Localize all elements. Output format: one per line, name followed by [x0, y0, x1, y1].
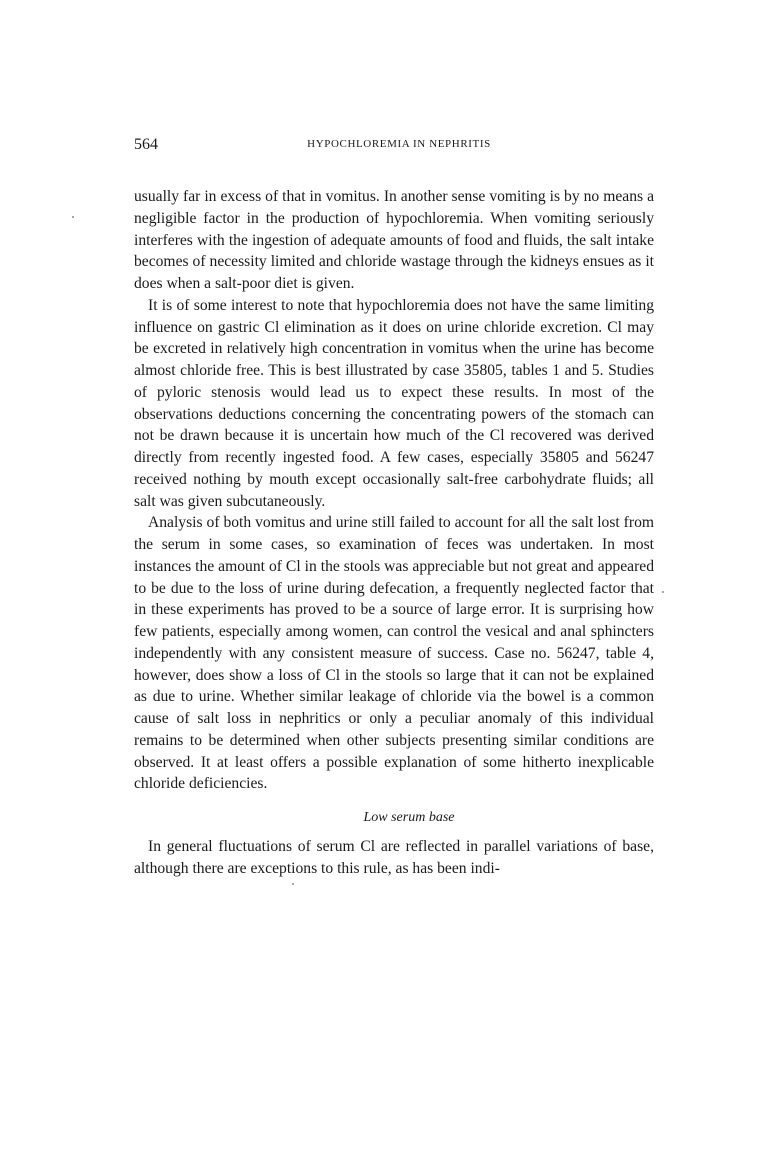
page-header [134, 136, 654, 156]
paragraph-serum-base: In general fluctuations of serum Cl are reflected in parallel variations of base, although there are exceptions to this rule, as has been indi- [134, 838, 654, 877]
book-page [134, 136, 654, 880]
scan-speck [662, 591, 664, 593]
paragraph-continued: usually far in excess of that in vomitus. In another sense vomiting is by no means a negligible factor in the production of hypochloremia. When vomiting seriously interferes with the ingestion of adequate amounts of food and fluids, the salt intake becomes of necessity limited and chloride wastage through the kidneys ensues as it does when a salt-poor diet is given. [134, 188, 654, 292]
scan-speck [292, 883, 294, 885]
paragraph-feces-analysis: Analysis of both vomitus and urine still failed to account for all the salt lost from the serum in some cases, so examination of feces was undertaken. In most instances the amount of Cl in the stools was appreciable but not great and appeared to be due to the loss of urine during defecation, a frequently neglected factor that in these experiments has proved to be a source of large error. It is surprising how few patients, especially among women, can control the vesical and anal sphincters independently with any consistent measure of success. Case no. 56247, table 4, however, does show a loss of Cl in the stools so large that it can not be explained as due to urine. Whether similar leakage of chloride via the bowel is a common cause of salt loss in nephritics or only a peculiar anomaly of this individual remains to be determined when other subjects presenting similar conditions are observed. It at least offers a possible explanation of some hitherto inexplicable chloride deficiencies. [134, 514, 654, 793]
running-head: HYPOCHLOREMIA IN NEPHRITIS [307, 138, 491, 150]
section-heading: Low serum base [363, 810, 455, 825]
scan-speck [72, 216, 74, 218]
page-number: 564 [134, 136, 158, 153]
paragraph-gastric-cl: It is of some interest to note that hypochloremia does not have the same limiting influence on gastric Cl elimination as it does on urine chloride excretion. Cl may be excreted in relatively high concentration in vomitus when the urine has become almost chloride free. This is best illustrated by case 35805, tables 1 and 5. Studies of pyloric stenosis would lead us to expect these results. In most of the observations deductions concerning the concentrating powers of the stomach can not be drawn because it is uncertain how much of the Cl recovered was derived directly from recently ingested food. A few cases, especially 35805 and 56247 received nothing by mouth except occasionally salt-free carbohydrate fluids; all salt was given subcutaneously. [134, 296, 654, 510]
